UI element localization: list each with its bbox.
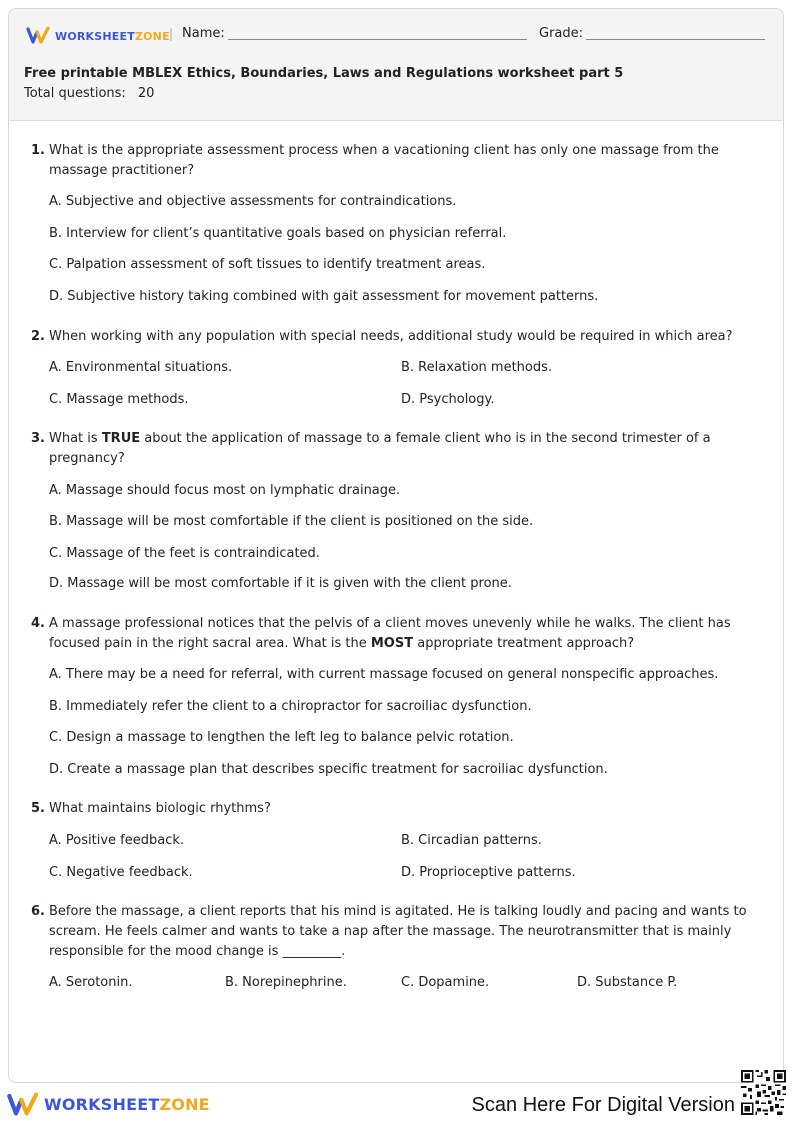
option-a: A. Positive feedback. [49,833,185,848]
question-text-part: appropriate treatment approach? [413,636,635,651]
question-6 [31,902,761,962]
option-b: B. Interview for client’s quantitative goals based on physician referral. [49,226,507,241]
option-d: D. Proprioceptive patterns. [401,865,576,880]
option-d: D. Create a massage plan that describes specific treatment for sacroiliac dysfunction. [49,762,608,777]
option-a: A. There may be a need for referral, with current massage focused on general nonspecific approaches. [49,667,719,682]
header-logo [26,25,170,44]
question-2 [31,327,761,347]
question-text-part: A massage professional notices that the pelvis of a client moves unevenly while he walks. The client has focused pain in the right sacral area. What is the [49,616,731,651]
emphasis-text: MOST [370,636,414,651]
option-c: C. Massage methods. [49,392,189,407]
name-field-line[interactable] [228,39,527,40]
emphasis-text: TRUE [101,431,141,446]
grade-field-line[interactable] [586,39,765,40]
question-number: 5. [31,801,45,816]
question-number: 6. [31,904,45,919]
option-b: B. Immediately refer the client to a chiropractor for sacroiliac dysfunction. [49,699,532,714]
worksheet-page [8,8,784,1083]
question-text: Before the massage, a client reports that his mind is agitated. He is talking loudly and pacing and wants to scream. He feels calmer and wants to take a nap after the massage. The neurotransmitter that is mainly responsible for the mood change is _________. [49,904,747,959]
question-number: 2. [31,329,45,344]
worksheet-zone-logo-icon [6,1092,42,1116]
total-questions [24,86,154,101]
option-a: A. Subjective and objective assessments for contraindications. [49,194,457,209]
question-text-part: What is [49,431,102,446]
question-number: 1. [31,143,45,158]
option-c: C. Palpation assessment of soft tissues to identify treatment areas. [49,257,486,272]
logo-text-worksheet: WORKSHEET [55,30,135,43]
footer-logo [6,1092,210,1116]
option-a: A. Environmental situations. [49,360,233,375]
question-text [49,614,761,654]
question-1 [31,141,761,181]
option-a: A. Serotonin. [49,975,133,990]
option-c: C. Negative feedback. [49,865,193,880]
worksheet-title: Free printable MBLEX Ethics, Boundaries, Laws and Regulations worksheet part 5 [24,66,624,81]
question-number: 4. [31,616,45,631]
option-d: D. Subjective history taking combined with gait assessment for movement patterns. [49,289,599,304]
question-number: 3. [31,431,45,446]
header-separator: | [169,27,174,41]
option-c: C. Dopamine. [401,975,490,990]
logo-text-worksheet: WORKSHEET [44,1094,160,1114]
question-4 [31,614,761,654]
option-d: D. Substance P. [577,975,678,990]
option-b: B. Relaxation methods. [401,360,553,375]
question-text: What maintains biologic rhythms? [49,801,271,816]
grade-label: Grade: [539,26,584,41]
question-text: When working with any population with special needs, additional study would be required in which area? [49,329,733,344]
logo-text-zone: ZONE [134,30,170,43]
option-c: C. Massage of the feet is contraindicated. [49,546,320,561]
name-label: Name: [182,26,225,41]
worksheet-zone-logo-icon [26,26,52,44]
option-b: B. Circadian patterns. [401,833,542,848]
worksheet-header [9,9,783,121]
total-questions-value: 20 [137,86,155,101]
question-text: What is the appropriate assessment process when a vacationing client has only one massage from the massage practitioner? [49,143,719,178]
scan-instruction: Scan Here For Digital Version [471,1094,735,1116]
option-d: D. Massage will be most comfortable if it is given with the client prone. [49,576,512,591]
question-text [49,429,761,469]
option-b: B. Massage will be most comfortable if the client is positioned on the side. [49,514,534,529]
option-b: B. Norepinephrine. [225,975,347,990]
question-text-part: about the application of massage to a female client who is in the second trimester of a pregnancy? [49,431,711,466]
option-d: D. Psychology. [401,392,495,407]
total-questions-label: Total questions: [24,86,126,101]
question-3 [31,429,761,469]
question-5 [31,799,761,819]
qr-code-icon[interactable] [741,1070,786,1115]
option-c: C. Design a massage to lengthen the left leg to balance pelvic rotation. [49,730,514,745]
option-a: A. Massage should focus most on lymphatic drainage. [49,483,401,498]
logo-text-zone: ZONE [159,1094,210,1114]
